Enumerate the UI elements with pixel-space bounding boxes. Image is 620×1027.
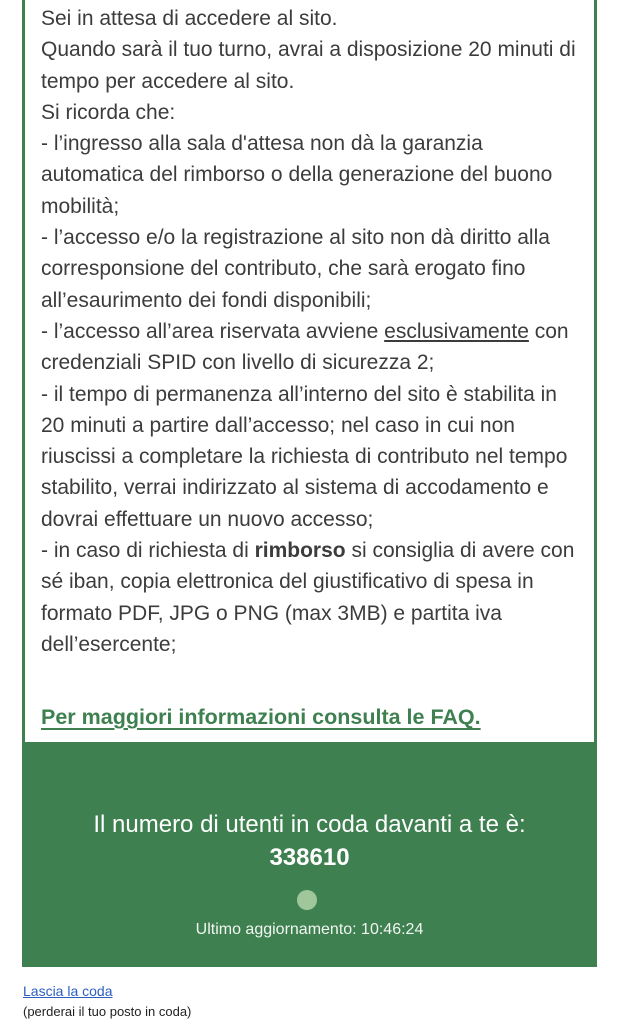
last-update-time: Ultimo aggiornamento: 10:46:24 [195, 921, 424, 938]
info-line-reminder: Si ricorda che: [41, 100, 176, 124]
info-text [41, 3, 586, 660]
emphasis-exclusively: esclusivamente [384, 319, 529, 343]
faq-link[interactable]: Per maggiori informazioni consulta le FAQ. [41, 705, 481, 729]
waiting-room-card [22, 0, 597, 967]
info-line-waiting: Sei in attesa di accedere al sito. [41, 7, 338, 30]
info-line-refund: - in caso di richiesta di rimborso si consiglia di avere con sé iban, copia elettronica del giustificativo di spesa in formato PDF, JPG o PNG (max 3MB) e partita iva dell’esercente; [41, 539, 575, 656]
info-line-spid: - l’accesso all’area riservata avviene esclusivamente con credenziali SPID con livello di sicurezza 2; [41, 319, 569, 375]
queue-label: Il numero di utenti in coda davanti a te è: [93, 811, 526, 838]
queue-status-panel [25, 742, 594, 964]
info-line-duration: Quando sarà il tuo turno, avrai a disposizione 20 minuti di tempo per accedere al sito. [41, 38, 576, 93]
leave-queue-link[interactable]: Lascia la coda [23, 983, 113, 999]
leave-queue-note: (perderai il tuo posto in coda) [23, 1004, 192, 1019]
refund-keyword: rimborso [254, 539, 346, 563]
status-dot-icon [297, 890, 317, 910]
info-line-no-right: - l’accesso e/o la registrazione al sito non dà diritto alla corresponsione del contributo, che sarà erogato fino all’esaurimento dei fondi disponibili; [41, 226, 550, 312]
info-line-time-limit: - il tempo di permanenza all’interno del sito è stabilita in 20 minuti a partire dall’accesso; nel caso in cui non riuscissi a completare la richiesta di contributo nel tempo stabilito, verrai indirizzato al sistema di accodamento e dovrai effettuare un nuovo accesso; [41, 382, 568, 531]
info-line-no-guarantee: - l’ingresso alla sala d'attesa non dà la garanzia automatica del rimborso o della generazione del buono mobilità; [41, 132, 553, 218]
queue-count: 338610 [269, 844, 350, 871]
